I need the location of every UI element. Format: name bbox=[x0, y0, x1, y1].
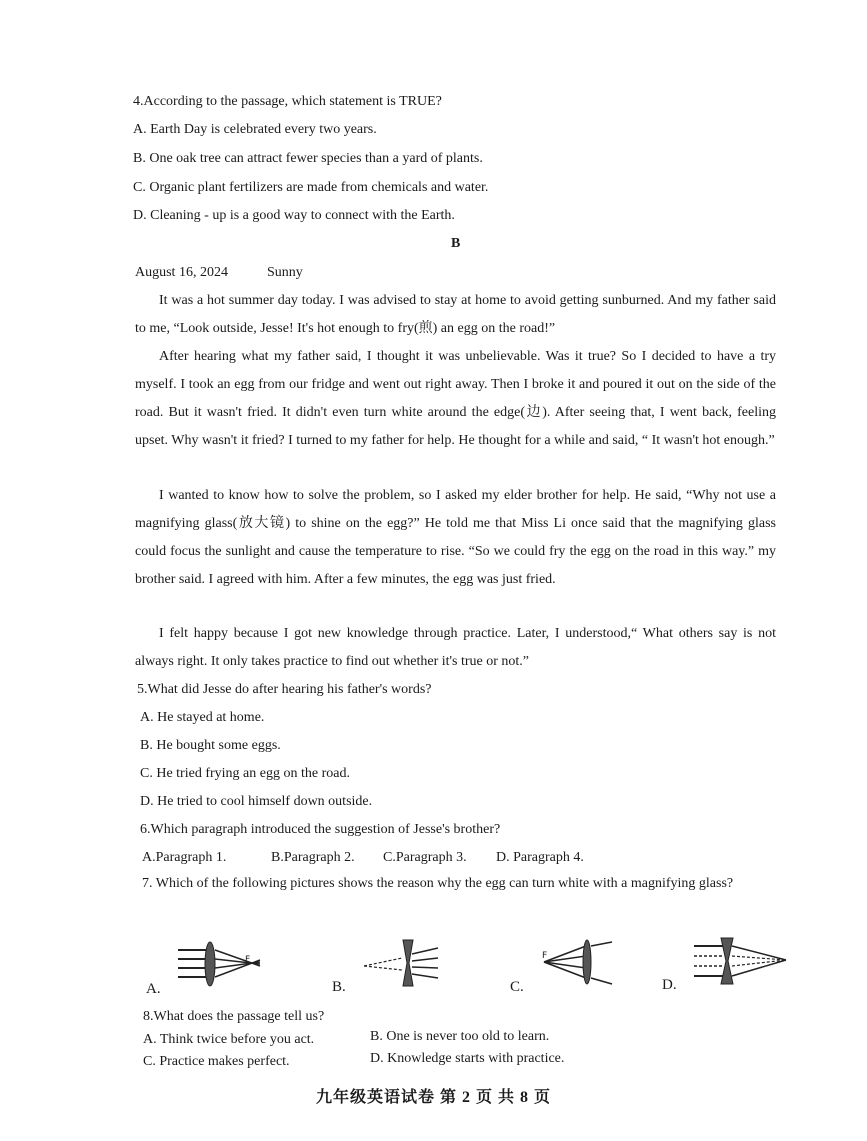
q5-option-b: B. He bought some eggs. bbox=[140, 738, 281, 753]
q5-option-d: D. He tried to cool himself down outside. bbox=[140, 794, 373, 809]
lens-diagram-d bbox=[692, 936, 790, 986]
q4-option-a: A. Earth Day is celebrated every two years. bbox=[133, 122, 377, 137]
q6-option-a: A.Paragraph 1. bbox=[142, 850, 227, 865]
diary-paragraph-3: I wanted to know how to solve the problem, so I asked my elder brother for help. He said, “Why not use a magnifying glass(放大镜) to shine on the egg?” He told me that Miss Li once said that the magnifying glass could focus the sunlight and cause the temperature to rise. “So we could fry the egg on the road in this way.” my brother said. I agreed with him. After a few minutes, the egg was just fried. bbox=[135, 488, 776, 587]
lens-diagram-a bbox=[172, 940, 272, 988]
q7-label-c: C. bbox=[510, 979, 524, 995]
diary-date: August 16, 2024 bbox=[135, 265, 228, 280]
q5-stem: 5.What did Jesse do after hearing his father's words? bbox=[137, 682, 432, 697]
q6-stem: 6.Which paragraph introduced the suggestion of Jesse's brother? bbox=[140, 822, 501, 837]
q8-option-b: B. One is never too old to learn. bbox=[370, 1029, 550, 1044]
q8-option-a: A. Think twice before you act. bbox=[143, 1032, 315, 1047]
lens-diagram-c bbox=[540, 938, 616, 990]
q8-stem: 8.What does the passage tell us? bbox=[143, 1009, 325, 1024]
q5-option-c: C. He tried frying an egg on the road. bbox=[140, 766, 350, 781]
q6-option-c: C.Paragraph 3. bbox=[383, 850, 467, 865]
q7-label-a: A. bbox=[146, 981, 161, 997]
q4-option-c: C. Organic plant fertilizers are made from chemicals and water. bbox=[133, 180, 489, 195]
q4-option-b: B. One oak tree can attract fewer species than a yard of plants. bbox=[133, 151, 483, 166]
svg-text:F: F bbox=[542, 951, 548, 961]
svg-text:F: F bbox=[245, 955, 251, 965]
q7-label-b: B. bbox=[332, 979, 346, 995]
section-title: B bbox=[451, 236, 461, 251]
q4-stem: 4.According to the passage, which statement is TRUE? bbox=[133, 94, 442, 109]
q6-option-b: B.Paragraph 2. bbox=[271, 850, 355, 865]
q8-option-c: C. Practice makes perfect. bbox=[143, 1054, 290, 1069]
q4-option-d: D. Cleaning - up is a good way to connect with the Earth. bbox=[133, 208, 455, 223]
diary-paragraph-4: I felt happy because I got new knowledge through practice. Later, I understood,“ What others say is not always right. It only takes practice to find out whether it's true or not.” bbox=[135, 626, 776, 669]
lens-diagram-b bbox=[362, 934, 442, 992]
q7-stem: 7. Which of the following pictures shows the reason why the egg can turn white with a magnifying glass? bbox=[142, 876, 734, 891]
q7-label-d: D. bbox=[662, 977, 677, 993]
q6-option-d: D. Paragraph 4. bbox=[496, 850, 584, 865]
diary-paragraph-1: It was a hot summer day today. I was advised to stay at home to avoid getting sunburned. And my father said to me, “Look outside, Jesse! It's hot enough to fry(煎) an egg on the road!” bbox=[135, 293, 776, 336]
q8-option-d: D. Knowledge starts with practice. bbox=[370, 1051, 565, 1066]
q5-option-a: A. He stayed at home. bbox=[140, 710, 265, 725]
diary-paragraph-2: After hearing what my father said, I thought it was unbelievable. Was it true? So I decided to have a try myself. I took an egg from our fridge and went out right away. Then I broke it and poured it out on the side of the road. But it wasn't fried. It didn't even turn white around the edge(边). After seeing that, I went back, feeling upset. Why wasn't it fried? I turned to my father for help. He thought for a while and said, “ It wasn't hot enough.” bbox=[135, 349, 776, 448]
diary-weather: Sunny bbox=[267, 265, 303, 280]
page-footer: 九年级英语试卷 第 2 页 共 8 页 bbox=[315, 1089, 551, 1106]
